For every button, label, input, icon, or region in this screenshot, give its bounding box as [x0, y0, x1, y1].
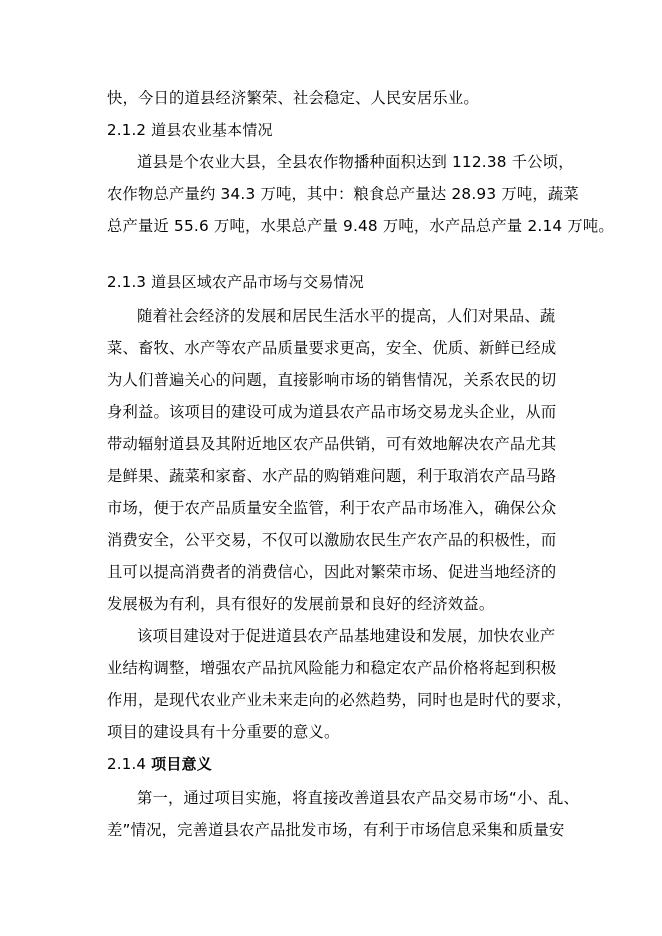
- text-line: 业结构调整，增强农产品抗风险能力和稳定农产品价格将起到积极: [107, 659, 557, 677]
- section-number: 2.1.4: [107, 755, 147, 773]
- section-heading-2-1-4: [107, 754, 212, 774]
- text-line: 差”情况，完善道县农产品批发市场，有利于市场信息采集和质量安: [107, 821, 565, 839]
- text-line: 总产量近 55.6 万吨，水果总产量 9.48 万吨，水产品总产量 2.14 万吨。: [107, 217, 614, 235]
- text-line: 市场，便于农产品质量安全监管，利于农产品市场准入，确保公众: [107, 499, 557, 517]
- text-line: 项目的建设具有十分重要的意义。: [107, 723, 340, 741]
- text-line: 为人们普遍关心的问题，直接影响市场的销售情况，关系农民的切: [107, 371, 557, 389]
- section-title: 项目意义: [151, 755, 212, 773]
- text-line: 菜、畜牧、水产等农产品质量要求更高，安全、优质、新鲜已经成: [107, 339, 557, 357]
- text-line: 作用，是现代农业产业未来走向的必然趋势，同时也是时代的要求，: [107, 691, 572, 709]
- text-line: 带动辐射道县及其附近地区农产品供销，可有效地解决农产品尤其: [107, 435, 557, 453]
- text-line: 农作物总产量约 34.3 万吨，其中：粮食总产量达 28.93 万吨，蔬菜: [107, 185, 579, 203]
- section-heading-2-1-2: 2.1.2 道县农业基本情况: [107, 121, 273, 139]
- section-heading-2-1-3: 2.1.3 道县区域农产品市场与交易情况: [107, 273, 364, 291]
- text-line: 身利益。该项目的建设可成为道县农产品市场交易龙头企业，从而: [107, 403, 557, 421]
- text-line: 且可以提高消费者的消费信心，因此对繁荣市场、促进当地经济的: [107, 563, 557, 581]
- text-line: 消费安全，公平交易，不仅可以激励农民生产农产品的积极性，而: [107, 531, 557, 549]
- text-line: 第一，通过项目实施，将直接改善道县农产品交易市场“小、乱、: [137, 789, 580, 807]
- text-line: 发展极为有利，具有很好的发展前景和良好的经济效益。: [107, 595, 495, 613]
- text-line: 随着社会经济的发展和居民生活水平的提高，人们对果品、蔬: [137, 307, 556, 325]
- text-line: 快，今日的道县经济繁荣、社会稳定、人民安居乐业。: [107, 89, 479, 107]
- text-line: 该项目建设对于促进道县农产品基地建设和发展，加快农业产: [137, 627, 556, 645]
- text-line: 道县是个农业大县，全县农作物播种面积达到 112.38 千公顷，: [137, 153, 574, 171]
- text-line: 是鲜果、蔬菜和家畜、水产品的购销难问题，利于取消农产品马路: [107, 467, 557, 485]
